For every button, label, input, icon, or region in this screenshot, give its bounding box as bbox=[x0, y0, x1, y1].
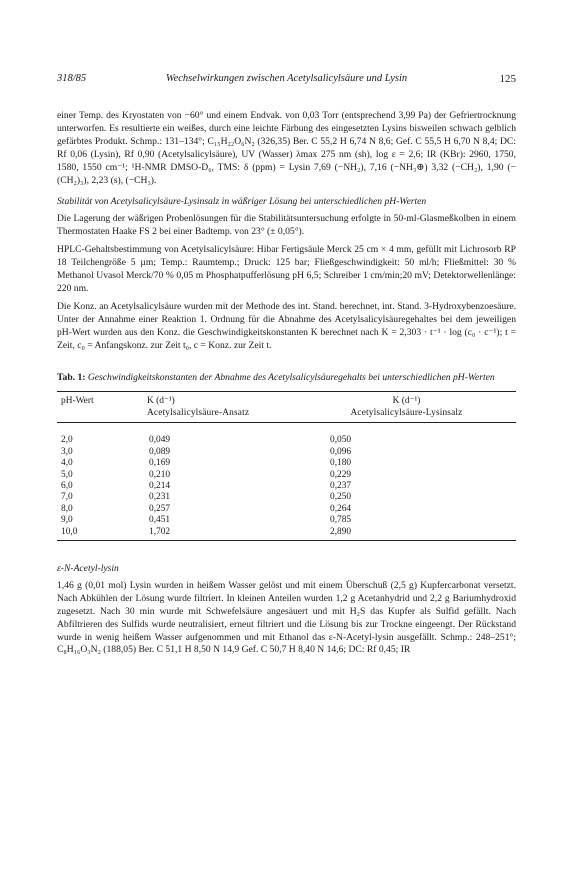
cell-ph-value: 9,0 bbox=[61, 515, 73, 526]
table-row bbox=[57, 492, 516, 503]
cell-k-lysinsalz: 0,264 bbox=[330, 503, 352, 514]
paragraph-concentration: Die Konz. an Acetylsalicylsäure wurden mit der Methode des int. Stand. berechnet, int. Stand. 3-Hydroxybenzoesäure. Unter der Annahme einer Reaktion 1. Ordnung für die Abnahme des Acetylsalicylsäuregehaltes bei dem jeweiligen pH-Wert wurden aus den Konz. die Geschwindigkeitskonstanten K berechnet nach K = 2,303 · t⁻¹ · log (c₀ · c⁻¹); t = Zeit, c₀ = Anfangskonz. zur Zeit t₀, c = Konz. zur Zeit t. bbox=[57, 300, 516, 351]
cell-k-lysinsalz: 0,250 bbox=[330, 492, 352, 503]
cell-k-ansatz: 0,089 bbox=[149, 446, 171, 457]
paragraph-freeze-drying: einer Temp. des Kryostaten von −60° und einem Endvak. von 0,03 Torr (entsprechend 3,99 Pa) der Gefriertrocknung unterworfen. Es resultierte ein weißes, durch eine leichte Färbung des eingesetzten Lysins bisweilen schwach gelblich gefärbtes Produkt. Schmp.: 131–134°; C₁₅H₂₂O₆N₂ (326,35) Ber. C 55,2 H 6,74 N 8,6; Gef. C 55,5 H 6,70 N 8,4; DC: Rf 0,06 (Lysin), Rf 0,90 (Acetylsalicylsäure), UV (Wasser) λmax 275 nm (sh), log ε = 2,6; IR (KBr): 2960, 1750, 1580, 1550 cm⁻¹; ¹H-NMR DMSO-D₆, TMS: δ (ppm) = Lysin 7,69 (−NH₂), 7,16 (−NH₃⊕) 3,32 (−CH₂), 1,90 (−(CH₂)₃), 2,23 (s), (−CH₃). bbox=[57, 110, 516, 186]
cell-k-lysinsalz: 0,237 bbox=[330, 480, 352, 491]
cell-k-ansatz: 0,231 bbox=[149, 492, 171, 503]
cell-ph-value: 4,0 bbox=[61, 458, 73, 469]
cell-ph-value: 6,0 bbox=[61, 480, 73, 491]
table-caption-text: Geschwindigkeitskonstanten der Abnahme des Acetylsalicylsäuregehalts bei unterschiedlichen pH-Werten bbox=[87, 372, 495, 384]
cell-ph-value: 10,0 bbox=[57, 527, 147, 541]
table-row bbox=[57, 470, 516, 481]
section-heading-stability: Stabilität von Acetylsalicylsäure-Lysinsalz in wäßriger Lösung bei unterschiedlichen pH-Werten bbox=[57, 196, 427, 208]
cell-ph-value: 3,0 bbox=[61, 446, 73, 457]
table-row bbox=[57, 458, 516, 469]
volume-issue: 318/85 bbox=[57, 73, 87, 84]
cell-k-ansatz: 0,169 bbox=[149, 458, 171, 469]
paragraph-acetyl-lysin-synthesis: 1,46 g (0,01 mol) Lysin wurden in heißem Wasser gelöst und mit einem Überschuß (2,5 g) Kupfercarbonat versetzt. Nach Abkühlen der Lösung wurde filtriert. In kleinen Anteilen wurden 1,2 g Acetanhydrid und 2,2 g Bariumhydroxid zugesetzt. Nach 30 min wurde mit Schwefelsäure angesäuert und mit H₂S das Kupfer als Sulfid gefällt. Nach Abfiltrieren des Sulfids wurde neutralisiert, erneut filtriert und die Lösung bis zur Trockne eingeengt. Der Rückstand wurde in wenig heißem Wasser aufgenommen und mit Ethanol das ε-N-Acetyl-lysin ausgefällt. Schmp.: 248–251°; C₈H₁₆O₃N₂ (188,05) Ber. C 51,1 H 8,50 N 14,9 Gef. C 50,7 H 8,40 N 14,6; DC: Rf 0,45; IR bbox=[57, 579, 516, 656]
cell-ph-value: 5,0 bbox=[61, 469, 73, 480]
table-row bbox=[57, 447, 516, 458]
table-caption bbox=[57, 372, 516, 385]
cell-k-lysinsalz: 0,180 bbox=[330, 458, 352, 469]
table-row bbox=[57, 527, 516, 541]
table-body bbox=[57, 423, 516, 541]
cell-k-ansatz: 0,210 bbox=[149, 469, 171, 480]
cell-ph-value: 7,0 bbox=[61, 492, 73, 503]
table-label: Tab. 1: bbox=[57, 372, 86, 384]
cell-k-ansatz: 0,049 bbox=[149, 435, 171, 446]
article-body bbox=[57, 110, 516, 657]
cell-k-ansatz: 0,451 bbox=[149, 515, 171, 526]
cell-ph-value: 8,0 bbox=[61, 503, 73, 514]
cell-k-ansatz: 0,257 bbox=[149, 503, 171, 514]
table-row bbox=[57, 423, 516, 447]
page-number: 125 bbox=[499, 73, 516, 85]
running-title: Wechselwirkungen zwischen Acetylsalicylsäure und Lysin bbox=[165, 73, 408, 84]
cell-k-lysinsalz: 0,785 bbox=[330, 515, 352, 526]
cell-k-lysinsalz: 0,096 bbox=[330, 446, 352, 457]
cell-k-ansatz: 0,214 bbox=[149, 480, 171, 491]
rate-constants-table bbox=[57, 391, 516, 541]
table-header-k-lysinsalz: K (d⁻¹) Acetylsalicylsäure-Lysinsalz bbox=[297, 392, 516, 423]
table-header-ph: pH-Wert bbox=[57, 392, 147, 423]
paragraph-hplc: HPLC-Gehaltsbestimmung von Acetylsalicylsäure: Hibar Fertigsäule Merck 25 cm × 4 mm, gefüllt mit Lichrosorb RP 18 Teilchengröße 5 µm; Temp.: Raumtemp.; Druck: 125 bar; Fließgeschwindigkeit: 50 ml/h; Fließmittel: 30 % Methanol Uvasol Merck/70 % 0,05 m Phosphatpufferlösung pH 6,5; Schreiber 1 cm/min;20 mV; Detektorwellenlänge: 220 nm. bbox=[57, 244, 516, 294]
cell-k-ansatz: 1,702 bbox=[147, 527, 297, 541]
table-row bbox=[57, 515, 516, 526]
section-heading-acetyl-lysin: ε-N-Acetyl-lysin bbox=[57, 562, 119, 574]
cell-k-lysinsalz: 0,050 bbox=[330, 435, 352, 446]
cell-ph-value: 2,0 bbox=[61, 435, 73, 446]
cell-k-lysinsalz: 0,229 bbox=[330, 469, 352, 480]
table-header-k-ansatz: K (d⁻¹) Acetylsalicylsäure-Ansatz bbox=[147, 392, 297, 423]
table-row bbox=[57, 481, 516, 492]
cell-k-lysinsalz: 2,890 bbox=[297, 527, 516, 541]
table-row bbox=[57, 504, 516, 515]
running-header bbox=[57, 73, 516, 87]
paragraph-storage: Die Lagerung der wäßrigen Probenlösungen für die Stabilitätsuntersuchung erfolgte in 50-ml-Glasmeßkolben in einem Thermostaten Haake FS 2 bei einer Badtemp. von 23° (± 0,05°). bbox=[57, 213, 516, 238]
